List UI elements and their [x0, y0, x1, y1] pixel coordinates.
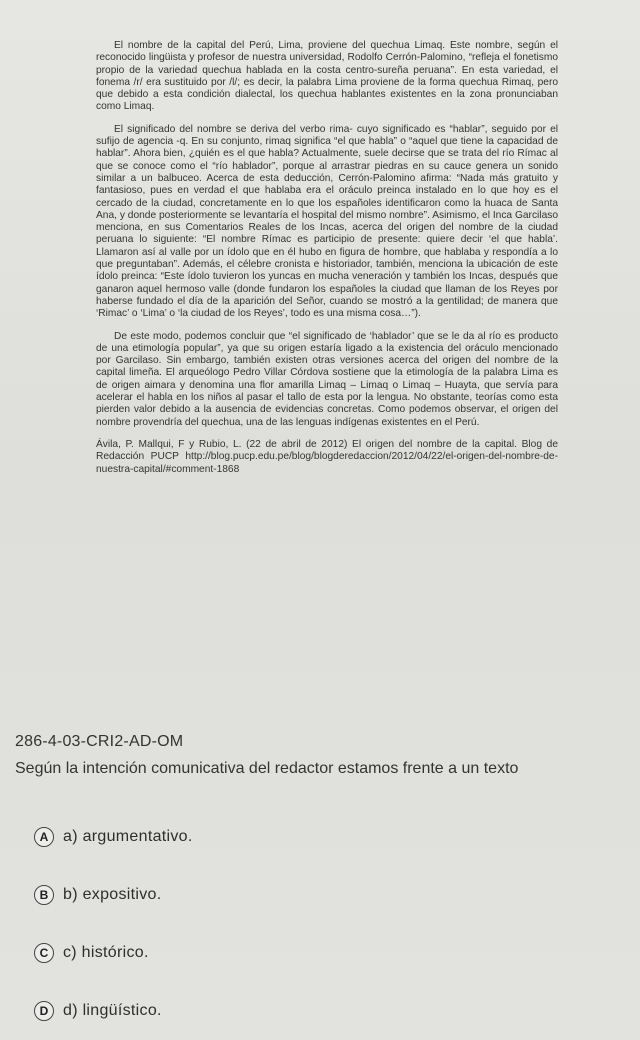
option-b-letter[interactable]: B	[34, 885, 54, 905]
option-c-letter[interactable]: C	[34, 943, 54, 963]
answer-options	[34, 808, 193, 1040]
passage-paragraph-1: El nombre de la capital del Perú, Lima, proviene del quechua Limaq. Este nombre, según el reconocido lingüista y profesor de nuestra universidad, Rodolfo Cerrón-Palomino, “refleja el fonetismo propio de la variedad quechua hablada en la costa centro-sureña peruana”. En esta variedad, el fonema /r/ era sustituido por /l/; es decir, la palabra Lima proviene de la forma quechua Rimaq, pero que debido a esta condición dialectal, los quechua hablantes existentes en la zona pronunciaban como Limaq.	[96, 40, 558, 113]
question-stem: Según la intención comunicativa del redactor estamos frente a un texto	[15, 760, 519, 777]
passage-paragraph-2: El significado del nombre se deriva del verbo rima- cuyo significado es “hablar”, seguido por el sufijo de agencia -q. En su conjunto, rimaq significa “el que habla” o “aquel que tiene la capacidad de hablar”. Ahora bien, ¿quién es el que habla? Actualmente, suele decirse que se trata del río Rímac al que se conoce como el “río hablador”, porque al arrastrar piedras en su cauce genera un sonido similar a un balbuceo. Acerca de esta deducción, Cerrón-Palomino afirma: “Nada más gratuito y fantasioso, pues en verdad el que hablaba era el oráculo preinca instalado en lo que hoy es el cercado de la ciudad, concretamente en lo que los españoles identificaron como la huaca de Santa Ana, y donde posteriormente se levantaría el hospital del mismo nombre”. Asimismo, el Inca Garcilaso menciona, en sus Comentarios Reales de los Incas, acerca del origen del nombre de la ciudad peruana lo siguiente: “El nombre Rímac es participio de presente: quiere decir ‘el que habla’. Llamaron así al valle por un ídolo que en él hubo en figura de hombre, que hablaba y respondía a lo que preguntaban”. Además, el célebre cronista e historiador, también, menciona la ubicación de este ídolo preinca: “Este ídolo tuvieron los yuncas en mucha veneración y también los Incas, después que ganaron aquel hermoso valle (donde fundaron los españoles la ciudad que llaman de los Reyes por haberse fundado el día de la aparición del Señor, cuando se mostró a la gentilidad; de manera que ‘Rimac’ o ‘Lima’ o ‘la ciudad de los Reyes’, todo es una misma cosa…”).	[96, 123, 558, 320]
reading-passage	[96, 40, 558, 486]
question-block	[15, 733, 625, 779]
passage-paragraph-3: De este modo, podemos concluir que “el significado de ‘hablador’ que se le da al río es producto de una etimología popular”, ya que su origen estaría ligado a la existencia del oráculo mencionado por Garcilaso. Sin embargo, también existen otras versiones acerca del origen del nombre de la capital limeña. El arqueólogo Pedro Villar Córdova sostiene que la etimología de la palabra Lima es de origen aimara y denomina una flor amarilla Limaq – Limaq o Limaq – Huayta, que servía para acelerar el habla en los niños al pasar el tallo de esta por la lengua. No obstante, teorías como esta pierden valor debido a la ausencia de evidencias concretas. Como podemos observar, el origen del nombre provendría del quechua, una de las lenguas indígenas existentes en el Perú.	[96, 330, 558, 428]
option-a-text: a) argumentativo.	[63, 828, 193, 845]
option-a-letter[interactable]: A	[34, 827, 54, 847]
option-b-text: b) expositivo.	[63, 886, 162, 903]
option-d-text: d) lingüístico.	[63, 1002, 162, 1019]
option-b[interactable]	[34, 866, 193, 924]
option-d[interactable]	[34, 982, 193, 1040]
option-a[interactable]	[34, 808, 193, 866]
option-d-letter[interactable]: D	[34, 1001, 54, 1021]
question-code: 286-4-03-CRI2-AD-OM	[15, 733, 184, 750]
passage-reference: Ávila, P. Mallqui, F y Rubio, L. (22 de abril de 2012) El origen del nombre de la capital. Blog de Redacción PUCP http://blog.pucp.edu.pe/blog/blogderedaccion/2012/04/22/el-origen-del-nombre-de-nuestra-capital/#comment-1868	[96, 438, 558, 475]
option-c-text: c) histórico.	[63, 944, 149, 961]
option-c[interactable]	[34, 924, 193, 982]
